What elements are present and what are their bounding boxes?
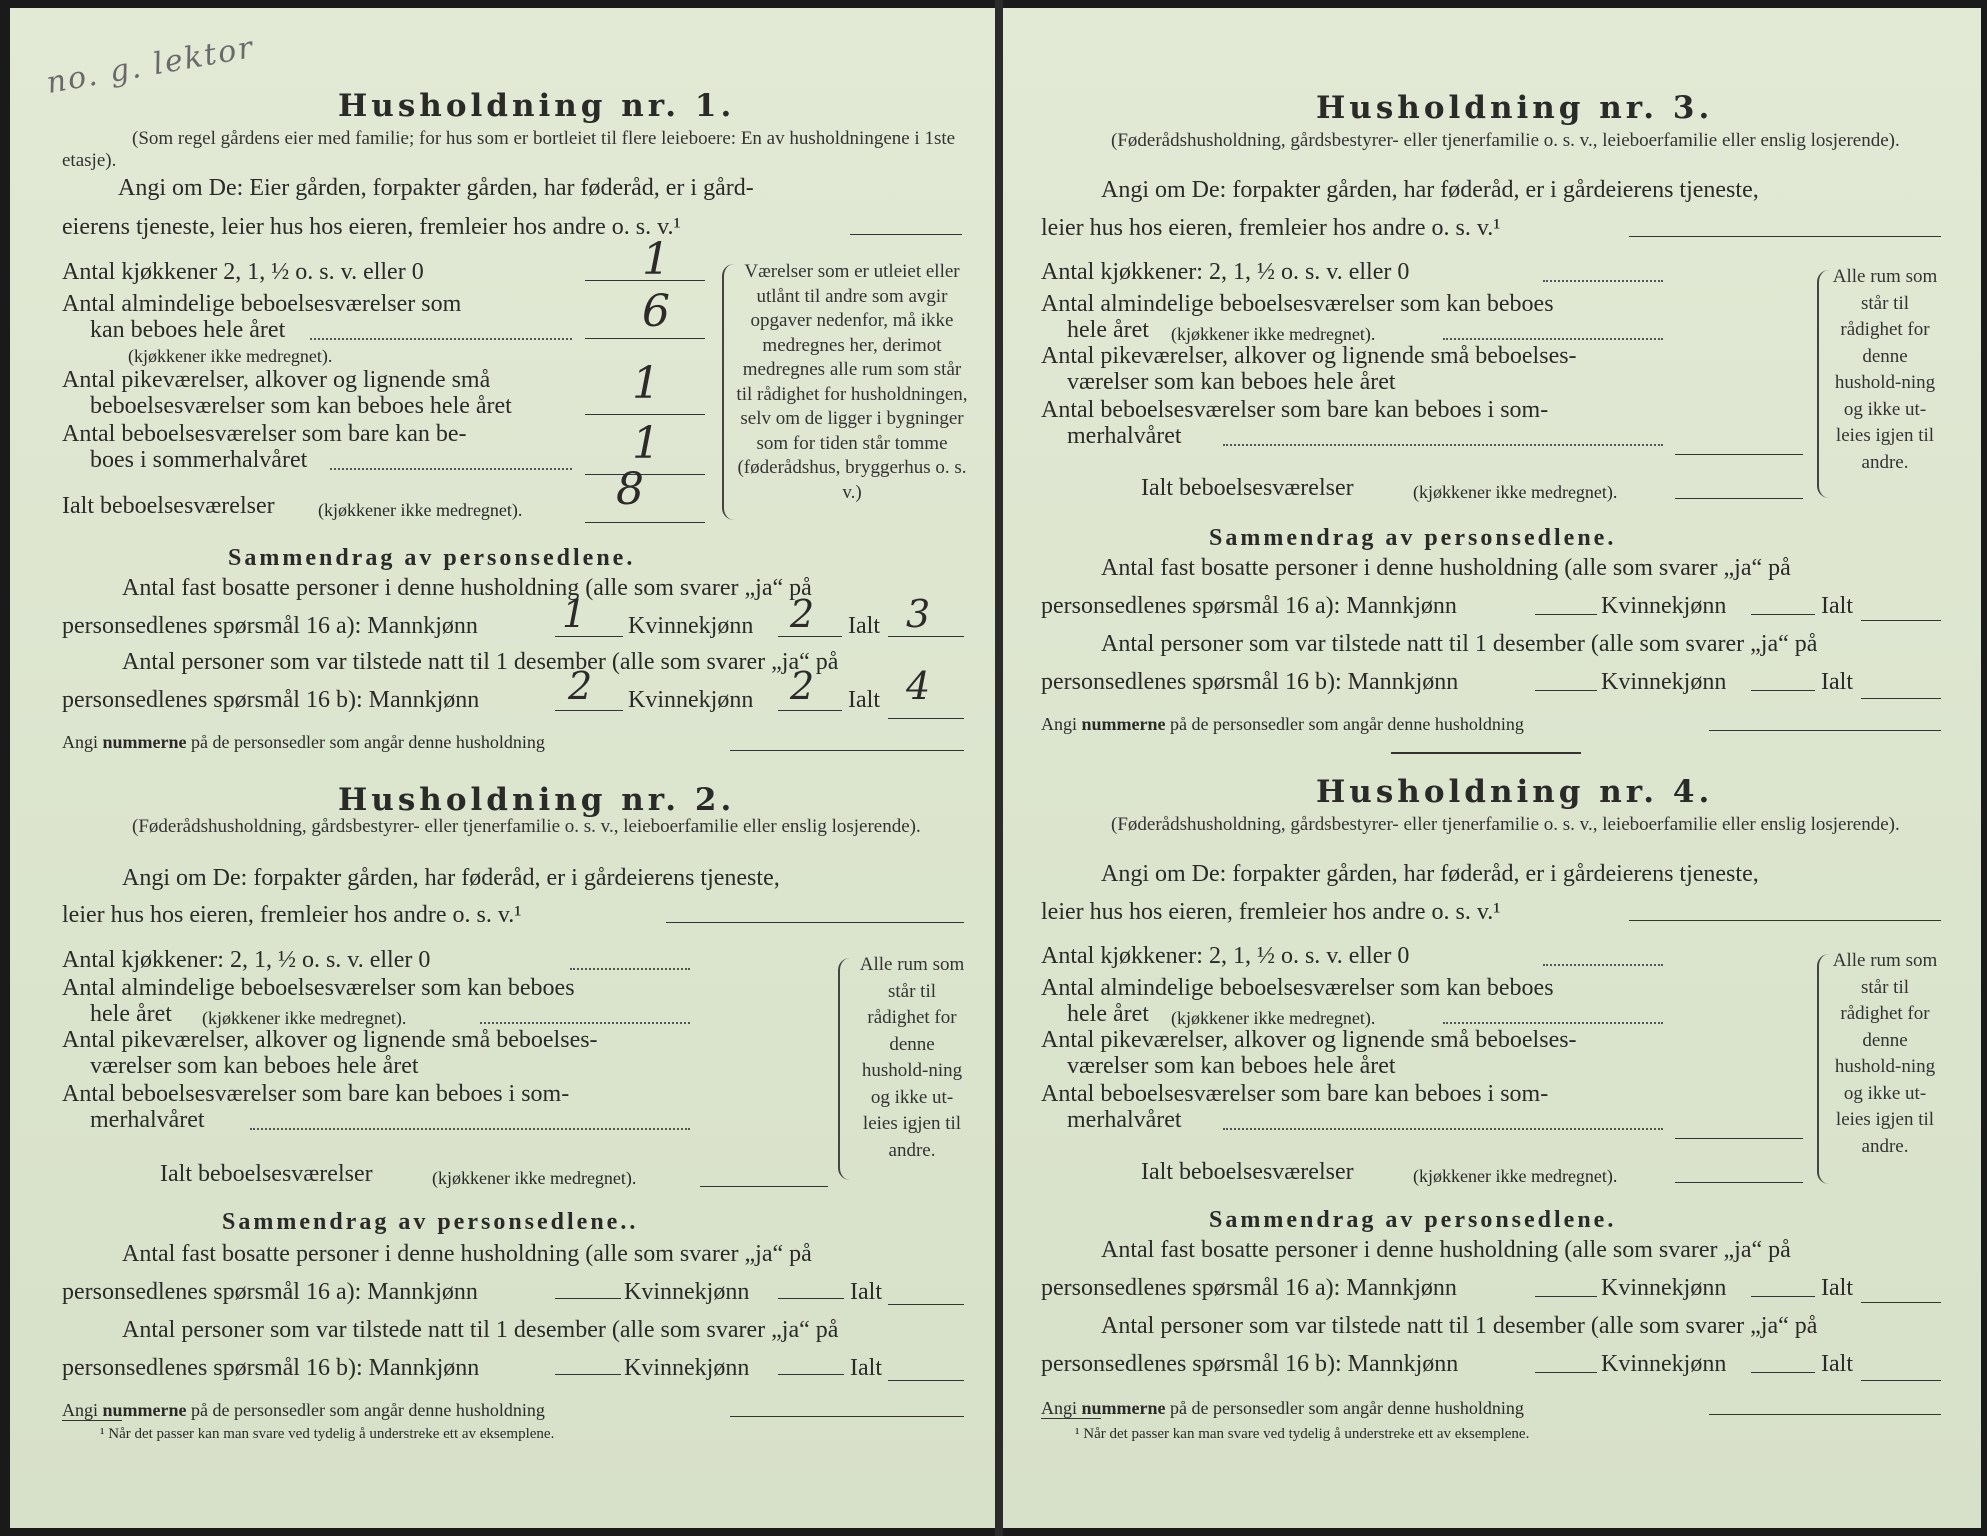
h3-q-pike-1: Antal pikeværelser, alkover og lignende små beboelses- <box>1041 343 1577 369</box>
h1-q-alm-1: Antal almindelige beboelsesværelser som <box>62 291 462 317</box>
h2-a-ialt-label: Ialt <box>850 1279 882 1305</box>
h1-title: Husholdning nr. 1. <box>338 88 736 124</box>
h3-note: (Føderådshusholdning, gårdsbestyrer- eller tjenerfamilie o. s. v., leieboerfamilie eller enslig losjerende). <box>1111 130 1900 151</box>
h3-angi-answer-line[interactable] <box>1629 236 1941 237</box>
h4-s-a2: personsedlenes spørsmål 16 a): Mannkjønn <box>1041 1275 1457 1301</box>
h1-sommer-line[interactable] <box>585 474 705 475</box>
h4-foot-divider <box>1041 1418 1101 1419</box>
h4-nummerne-post: på de personsedler som angår denne husholdning <box>1170 1398 1524 1418</box>
h1-q-kjokken: Antal kjøkkener 2, 1, ½ o. s. v. eller 0 <box>62 259 424 285</box>
h1-answer-pike: 1 <box>632 358 660 409</box>
h4-q-sommer-1: Antal beboelsesværelser som bare kan beboes i som- <box>1041 1081 1549 1107</box>
h1-alm-line[interactable] <box>585 338 705 339</box>
h1-q-pike-1: Antal pikeværelser, alkover og lignende små <box>62 367 491 393</box>
h4-angi-2: leier hus hos eieren, fremleier hos andre o. s. v.¹ <box>1041 899 1501 925</box>
h1-b-mann-line[interactable] <box>555 710 623 711</box>
h2-ialt-line[interactable] <box>700 1186 828 1187</box>
h1-nummerne-pre: Angi <box>62 732 98 752</box>
h2-s-b1: Antal personer som var tilstede natt til 1 desember (alle som svarer „ja“ på <box>122 1317 839 1343</box>
left-page <box>10 8 995 1528</box>
h2-brace <box>838 958 852 1180</box>
h3-q-ialt: Ialt beboelsesværelser <box>1141 475 1354 501</box>
h3-kjokken-dots <box>1543 280 1663 282</box>
h3-a-ialt-line[interactable] <box>1861 620 1941 621</box>
h4-nummerne-line[interactable] <box>1709 1414 1941 1415</box>
h2-b-kvinne-line[interactable] <box>778 1374 844 1375</box>
h1-a-ialt: 3 <box>906 592 931 636</box>
h3-q-pike-2: værelser som kan beboes hele året <box>1067 369 1396 395</box>
h2-kjokken-dots <box>570 968 690 970</box>
h3-s-a2: personsedlenes spørsmål 16 a): Mannkjønn <box>1041 593 1457 619</box>
h1-sammendrag: Sammendrag av personsedlene. <box>228 545 636 571</box>
h4-sommer-dots <box>1223 1128 1663 1130</box>
h3-sommer-dots <box>1223 444 1663 446</box>
h4-s-b2: personsedlenes spørsmål 16 b): Mannkjønn <box>1041 1351 1459 1377</box>
h1-a-mann: 1 <box>562 592 587 636</box>
h1-q-sommer-1: Antal beboelsesværelser som bare kan be- <box>62 421 467 447</box>
h2-nummerne <box>62 1396 545 1424</box>
h1-a-kvinne-line[interactable] <box>778 636 842 637</box>
h1-nummerne-post: på de personsedler som angår denne husholdning <box>191 732 545 752</box>
h3-q-sommer-2: merhalvåret <box>1067 423 1182 449</box>
h3-ialt-line[interactable] <box>1675 498 1803 499</box>
h2-q-alm-3: (kjøkkener ikke medregnet). <box>202 1008 407 1028</box>
h2-s-a1: Antal fast bosatte personer i denne husholdning (alle som svarer „ja“ på <box>122 1241 812 1267</box>
h3-s-b1: Antal personer som var tilstede natt til 1 desember (alle som svarer „ja“ på <box>1101 631 1818 657</box>
h2-a-ialt-line[interactable] <box>888 1304 964 1305</box>
h1-side-note: Værelser som er utleiet eller utlånt til andre som avgir opgaver nedenfor, må ikke medregnes her, derimot medregnes alle rum som står til rådighet for husholdningen, selv om de ligger i bygninger som for tiden står tomme (føderådshus, bryggerhus o. s. v.) <box>736 261 968 503</box>
h1-pike-line[interactable] <box>585 414 705 415</box>
h4-q-ialt: Ialt beboelsesværelser <box>1141 1159 1354 1185</box>
handwritten-header: no. g. lektor <box>43 30 258 102</box>
h1-answer-ialt: 8 <box>616 464 644 515</box>
h2-q-pike-2: værelser som kan beboes hele året <box>90 1053 419 1079</box>
h3-nummerne-pre: Angi <box>1041 714 1077 734</box>
h1-b-ialt: 4 <box>906 664 931 708</box>
h2-nummerne-bold: nummerne <box>102 1400 187 1420</box>
h3-sammendrag: Sammendrag av personsedlene. <box>1209 525 1617 551</box>
h1-nummerne-bold: nummerne <box>102 732 187 752</box>
h2-q-ialt: Ialt beboelsesværelser <box>160 1161 373 1187</box>
h4-q-ialt-note: (kjøkkener ikke medregnet). <box>1413 1166 1618 1186</box>
h1-sommer-dots <box>330 468 572 470</box>
h4-a-ialt-line[interactable] <box>1861 1302 1941 1303</box>
h1-nummerne-line[interactable] <box>730 750 964 751</box>
h2-side-note: Alle rum som står til rådighet for denne hushold-ning og ikke ut-leies igjen til andre. <box>859 954 965 1161</box>
h3-s-a1: Antal fast bosatte personer i denne husholdning (alle som svarer „ja“ på <box>1101 555 1791 581</box>
h4-a-kvinne-line[interactable] <box>1751 1296 1815 1297</box>
h3-q-alm-2: hele året <box>1067 317 1149 343</box>
h4-side-note: Alle rum som står til rådighet for denne hushold-ning og ikke ut-leies igjen til andre. <box>1832 950 1938 1157</box>
h4-kjokken-dots <box>1543 964 1663 966</box>
h1-a-ialt-label: Ialt <box>848 613 880 639</box>
h1-s-b1: Antal personer som var tilstede natt til 1 desember (alle som svarer „ja“ på <box>122 649 839 675</box>
h1-b-kvinne-line[interactable] <box>778 710 842 711</box>
h4-a-kvinne-label: Kvinnekjønn <box>1601 1275 1727 1301</box>
h4-q-alm-2: hele året <box>1067 1001 1149 1027</box>
h1-q-pike-2: beboelsesværelser som kan beboes hele året <box>90 393 512 419</box>
h4-title: Husholdning nr. 4. <box>1316 774 1714 810</box>
h4-nummerne <box>1041 1394 1524 1422</box>
h3-b-kvinne-line[interactable] <box>1751 690 1815 691</box>
h1-answer-alm: 6 <box>642 286 670 337</box>
h3-title: Husholdning nr. 3. <box>1316 90 1714 126</box>
h4-a-mann-line[interactable] <box>1535 1296 1597 1297</box>
h1-angi-answer-line[interactable] <box>850 234 962 235</box>
h1-s-a1: Antal fast bosatte personer i denne husholdning (alle som svarer „ja“ på <box>122 575 812 601</box>
h1-a-mann-line[interactable] <box>555 636 623 637</box>
h3-alm-dots <box>1443 338 1663 340</box>
h2-q-ialt-note: (kjøkkener ikke medregnet). <box>432 1168 637 1188</box>
h4-alm-dots <box>1443 1022 1663 1024</box>
h4-nummerne-bold: nummerne <box>1081 1398 1166 1418</box>
h1-brace <box>722 264 736 520</box>
h2-title: Husholdning nr. 2. <box>338 782 736 818</box>
h4-q-pike-1: Antal pikeværelser, alkover og lignende små beboelses- <box>1041 1027 1577 1053</box>
h2-a-kvinne-line[interactable] <box>778 1298 844 1299</box>
h3-b-mann-line[interactable] <box>1535 690 1597 691</box>
h2-q-pike-1: Antal pikeværelser, alkover og lignende små beboelses- <box>62 1027 598 1053</box>
h2-a-kvinne-label: Kvinnekjønn <box>624 1279 750 1305</box>
h4-sommer-line[interactable] <box>1675 1138 1803 1139</box>
h3-q-alm-1: Antal almindelige beboelsesværelser som kan beboes <box>1041 291 1554 317</box>
h2-q-kjokken: Antal kjøkkener: 2, 1, ½ o. s. v. eller 0 <box>62 947 431 973</box>
h3-q-kjokken: Antal kjøkkener: 2, 1, ½ o. s. v. eller 0 <box>1041 259 1410 285</box>
h2-nummerne-pre: Angi <box>62 1400 98 1420</box>
h1-a-kvinne: 2 <box>790 592 815 636</box>
h1-b-mann: 2 <box>568 664 593 708</box>
h3-q-alm-3: (kjøkkener ikke medregnet). <box>1171 324 1376 344</box>
h4-q-pike-2: værelser som kan beboes hele året <box>1067 1053 1396 1079</box>
h1-s-a2: personsedlenes spørsmål 16 a): Mannkjønn <box>62 613 478 639</box>
h2-sammendrag: Sammendrag av personsedlene.. <box>222 1209 639 1235</box>
h4-s-a1: Antal fast bosatte personer i denne husholdning (alle som svarer „ja“ på <box>1101 1237 1791 1263</box>
h2-b-ialt-label: Ialt <box>850 1355 882 1381</box>
h1-nummerne <box>62 728 545 756</box>
h1-s-b2: personsedlenes spørsmål 16 b): Mannkjønn <box>62 687 480 713</box>
h2-nummerne-post: på de personsedler som angår denne husholdning <box>191 1400 545 1420</box>
h3-a-kvinne-line[interactable] <box>1751 614 1815 615</box>
h2-q-sommer-2: merhalvåret <box>90 1107 205 1133</box>
h4-b-kvinne-line[interactable] <box>1751 1372 1815 1373</box>
h4-q-alm-1: Antal almindelige beboelsesværelser som kan beboes <box>1041 975 1554 1001</box>
right-page <box>1003 8 1981 1528</box>
h4-q-kjokken: Antal kjøkkener: 2, 1, ½ o. s. v. eller 0 <box>1041 943 1410 969</box>
h1-a-ialt-line[interactable] <box>888 636 964 637</box>
h3-nummerne <box>1041 710 1524 738</box>
h1-q-sommer-2: boes i sommerhalvåret <box>90 447 308 473</box>
h3-b-ialt-line[interactable] <box>1861 698 1941 699</box>
left-footnote: ¹ Når det passer kan man svare ved tydelig å understreke ett av eksemplene. <box>100 1426 555 1442</box>
h3-q-ialt-note: (kjøkkener ikke medregnet). <box>1413 482 1618 502</box>
h4-b-mann-line[interactable] <box>1535 1372 1597 1373</box>
h1-answer-kjokken: 1 <box>642 234 670 285</box>
h2-foot-divider <box>62 1420 122 1421</box>
h4-s-b1: Antal personer som var tilstede natt til 1 desember (alle som svarer „ja“ på <box>1101 1313 1818 1339</box>
h4-ialt-line[interactable] <box>1675 1182 1803 1183</box>
h1-ialt-line[interactable] <box>585 522 705 523</box>
h4-b-ialt-line[interactable] <box>1861 1380 1941 1381</box>
h1-note: (Som regel gårdens eier med familie; for hus som er bortleiet til flere leieboere: En av husholdningene i 1ste etasje). <box>62 128 956 171</box>
h1-b-ialt-label: Ialt <box>848 687 880 713</box>
h4-angi-answer-line[interactable] <box>1629 920 1941 921</box>
h3-angi-1: Angi om De: forpakter gården, har føderåd, er i gårdeierens tjeneste, <box>1101 177 1759 203</box>
section-divider <box>1391 752 1581 754</box>
h1-b-kvinne-label: Kvinnekjønn <box>628 687 754 713</box>
h4-b-ialt-label: Ialt <box>1821 1351 1853 1377</box>
h2-angi-1: Angi om De: forpakter gården, har føderåd, er i gårdeierens tjeneste, <box>122 865 780 891</box>
h1-b-ialt-line[interactable] <box>888 718 964 719</box>
h3-nummerne-post: på de personsedler som angår denne husholdning <box>1170 714 1524 734</box>
h2-alm-dots <box>480 1022 690 1024</box>
h2-q-sommer-1: Antal beboelsesværelser som bare kan beboes i som- <box>62 1081 570 1107</box>
h2-b-ialt-line[interactable] <box>888 1380 964 1381</box>
h4-angi-1: Angi om De: forpakter gården, har føderåd, er i gårdeierens tjeneste, <box>1101 861 1759 887</box>
h3-a-ialt-label: Ialt <box>1821 593 1853 619</box>
h1-q-alm-3: (kjøkkener ikke medregnet). <box>128 346 333 366</box>
h3-b-ialt-label: Ialt <box>1821 669 1853 695</box>
h2-a-mann-line[interactable] <box>555 1298 621 1299</box>
h2-b-kvinne-label: Kvinnekjønn <box>624 1355 750 1381</box>
h1-answer-sommer: 1 <box>632 418 660 469</box>
h3-nummerne-bold: nummerne <box>1081 714 1166 734</box>
h2-q-alm-1: Antal almindelige beboelsesværelser som kan beboes <box>62 975 575 1001</box>
h1-q-ialt: Ialt beboelsesværelser <box>62 493 275 519</box>
h2-s-b2: personsedlenes spørsmål 16 b): Mannkjønn <box>62 1355 480 1381</box>
h4-q-alm-3: (kjøkkener ikke medregnet). <box>1171 1008 1376 1028</box>
h1-q-ialt-note: (kjøkkener ikke medregnet). <box>318 500 523 520</box>
h3-b-kvinne-label: Kvinnekjønn <box>1601 669 1727 695</box>
h3-side-note: Alle rum som står til rådighet for denne hushold-ning og ikke ut-leies igjen til andre. <box>1832 266 1938 473</box>
h1-q-alm-2: kan beboes hele året <box>90 317 286 343</box>
h4-nummerne-pre: Angi <box>1041 1398 1077 1418</box>
h1-alm-dots <box>310 338 572 340</box>
h3-nummerne-line[interactable] <box>1709 730 1941 731</box>
right-footnote: ¹ Når det passer kan man svare ved tydelig å understreke ett av eksemplene. <box>1075 1426 1530 1442</box>
h2-sommer-dots <box>250 1128 690 1130</box>
h3-s-b2: personsedlenes spørsmål 16 b): Mannkjønn <box>1041 669 1459 695</box>
h4-a-ialt-label: Ialt <box>1821 1275 1853 1301</box>
h4-b-kvinne-label: Kvinnekjønn <box>1601 1351 1727 1377</box>
h3-sommer-line[interactable] <box>1675 454 1803 455</box>
h1-a-kvinne-label: Kvinnekjønn <box>628 613 754 639</box>
h3-a-kvinne-label: Kvinnekjønn <box>1601 593 1727 619</box>
h2-q-alm-2: hele året <box>90 1001 172 1027</box>
h1-angi-1: Angi om De: Eier gården, forpakter gården, har føderåd, er i gård- <box>118 175 754 201</box>
h2-angi-2: leier hus hos eieren, fremleier hos andre o. s. v.¹ <box>62 902 522 928</box>
h4-q-sommer-2: merhalvåret <box>1067 1107 1182 1133</box>
h2-angi-answer-line[interactable] <box>666 922 964 923</box>
h1-b-kvinne: 2 <box>790 664 815 708</box>
h2-b-mann-line[interactable] <box>555 1374 621 1375</box>
h3-a-mann-line[interactable] <box>1535 614 1597 615</box>
page-fold <box>995 0 1003 1536</box>
h4-sammendrag: Sammendrag av personsedlene. <box>1209 1207 1617 1233</box>
h2-nummerne-line[interactable] <box>730 1416 964 1417</box>
h2-s-a2: personsedlenes spørsmål 16 a): Mannkjønn <box>62 1279 478 1305</box>
h2-note: (Føderådshusholdning, gårdsbestyrer- eller tjenerfamilie o. s. v., leieboerfamilie eller enslig losjerende). <box>132 816 921 837</box>
h3-angi-2: leier hus hos eieren, fremleier hos andre o. s. v.¹ <box>1041 215 1501 241</box>
h1-angi-2: eierens tjeneste, leier hus hos eieren, fremleier hos andre o. s. v.¹ <box>62 214 681 240</box>
h4-note: (Føderådshusholdning, gårdsbestyrer- eller tjenerfamilie o. s. v., leieboerfamilie eller enslig losjerende). <box>1111 814 1900 835</box>
h3-q-sommer-1: Antal beboelsesværelser som bare kan beboes i som- <box>1041 397 1549 423</box>
